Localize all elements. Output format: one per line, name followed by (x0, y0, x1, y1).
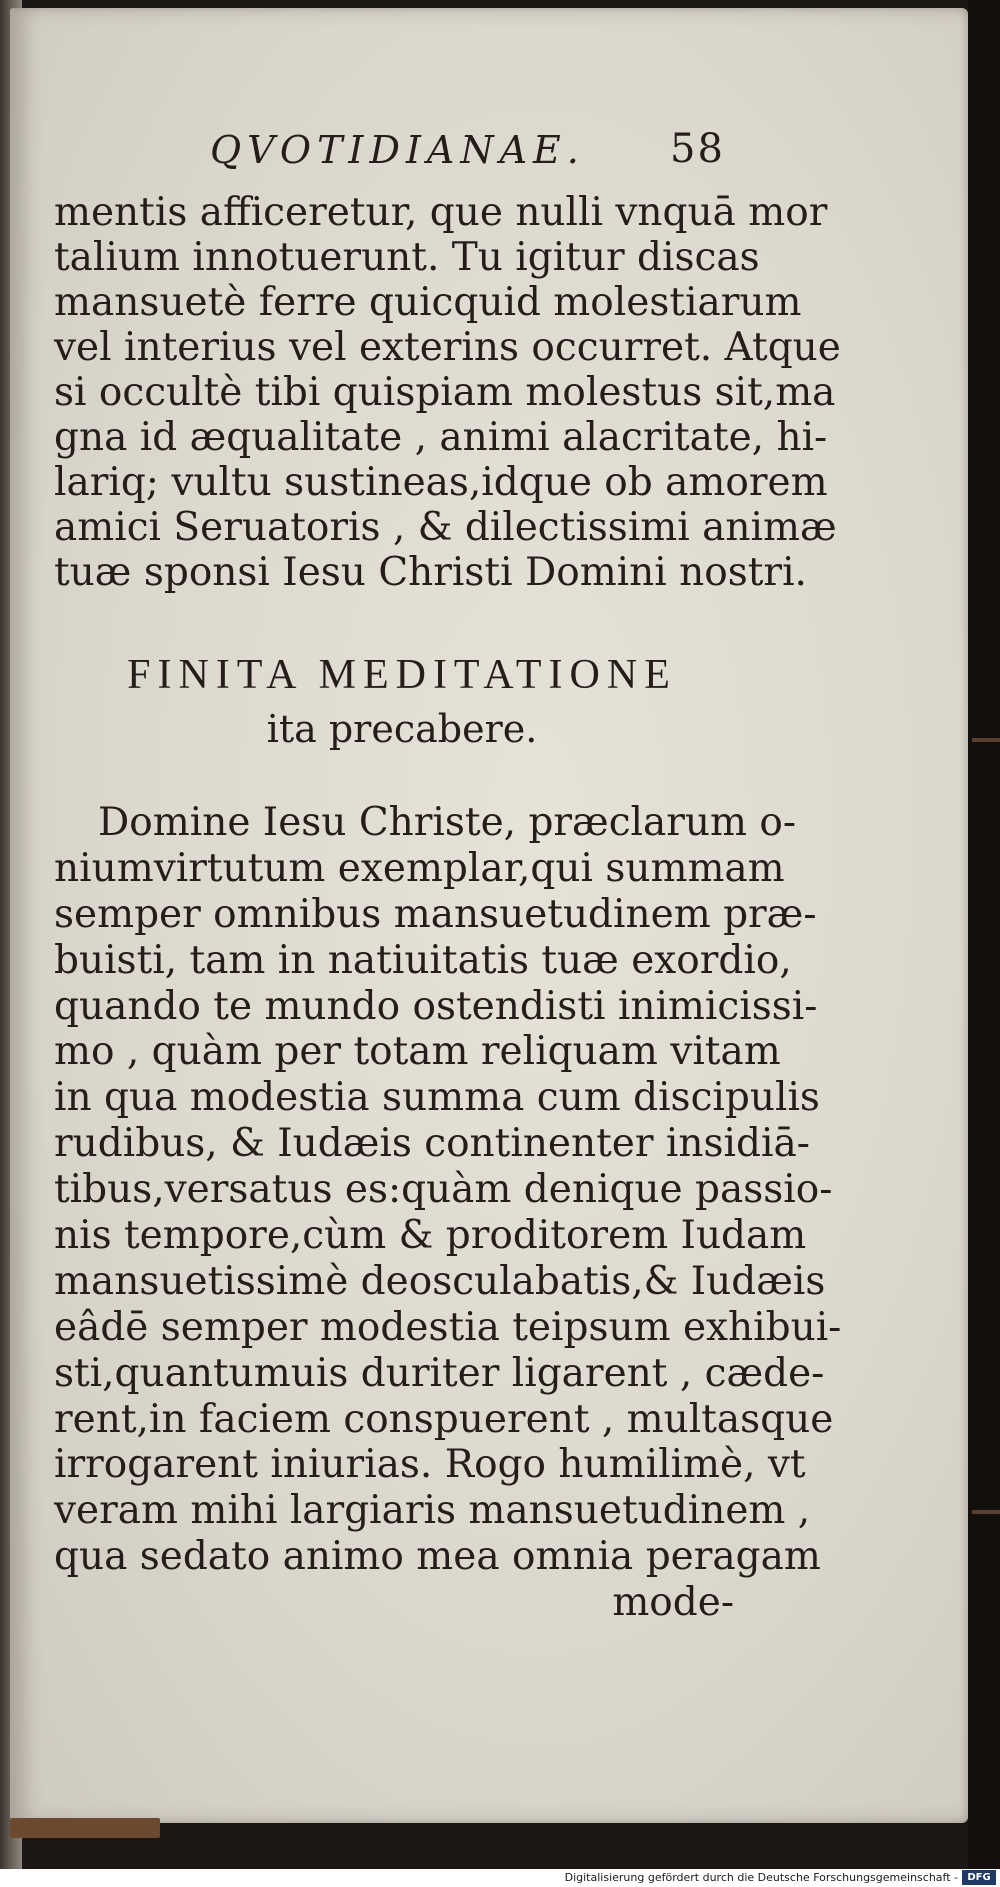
text-line: irrogarent iniurias. Rogo humilimè, vt (54, 1442, 806, 1488)
text-line: mansuetissimè deosculabatis,& Iudæis (54, 1258, 826, 1304)
funding-credit: Digitalisierung gefördert durch die Deutsche Forschungsgemeinschaft - (564, 1871, 958, 1884)
text-line: tibus,versatus es:quàm denique passio- (54, 1167, 833, 1213)
text-line: rudibus, & Iudæis continenter insidiā- (54, 1121, 810, 1167)
page-number: 58 (670, 126, 725, 172)
page-bottom-edge (10, 1818, 160, 1838)
section-subheading: ita precabere. (266, 707, 538, 751)
catchword: mode- (612, 1580, 734, 1626)
text-line: sti,quantumuis duriter ligarent , cæde- (54, 1350, 825, 1396)
dfg-logo: DFG (962, 1870, 996, 1885)
text-line: niumvirtutum exemplar,qui summam (54, 845, 785, 891)
text-line: nis tempore,cùm & proditorem Iudam (54, 1213, 807, 1259)
scan-background-right (968, 0, 1000, 1887)
text-line: mansuetè ferre quicquid molestiarum (54, 280, 802, 325)
text-line: gna id æqualitate , animi alacritate, hi- (54, 415, 828, 460)
text-line: semper omnibus mansuetudinem præ- (54, 891, 817, 937)
page-edge-mark (972, 1510, 1000, 1514)
text-line: lariq; vultu sustineas,idque ob amorem (54, 460, 828, 505)
text-line: rent,in faciem conspuerent , multasque (54, 1396, 834, 1442)
text-line: talium innotuerunt. Tu igitur discas (54, 235, 760, 280)
text-line: eâdē semper modestia teipsum exhibui- (54, 1304, 842, 1350)
text-line: mo , quàm per totam reliquam vitam (54, 1029, 781, 1075)
page-edge-mark (972, 738, 1000, 742)
running-header: QVOTIDIANAE. (210, 128, 585, 172)
text-line: Domine Iesu Christe, præclarum o- (98, 800, 797, 845)
text-line: mentis afficeretur, que nulli vnquā mor (54, 190, 828, 235)
text-line: quando te mundo ostendisti inimicissi- (54, 983, 818, 1029)
text-line: tuæ sponsi Iesu Christi Domini nostri. (54, 550, 807, 595)
section-heading: FINITA MEDITATIONE (127, 652, 677, 698)
text-line: buisti, tam in natiuitatis tuæ exordio, (54, 937, 792, 983)
text-line: vel interius vel exterins occurret. Atque (54, 325, 841, 370)
text-line: veram mihi largiaris mansuetudinem , (54, 1488, 811, 1534)
text-line: amici Seruatoris , & dilectissimi animæ (54, 505, 837, 550)
body-paragraph (54, 190, 934, 595)
text-line: in qua modestia summa cum discipulis (54, 1075, 820, 1121)
prayer-paragraph (54, 800, 934, 1626)
text-line: si occultè tibi quispiam molestus sit,ma (54, 370, 836, 415)
text-line: qua sedato animo mea omnia peragam (54, 1534, 821, 1580)
